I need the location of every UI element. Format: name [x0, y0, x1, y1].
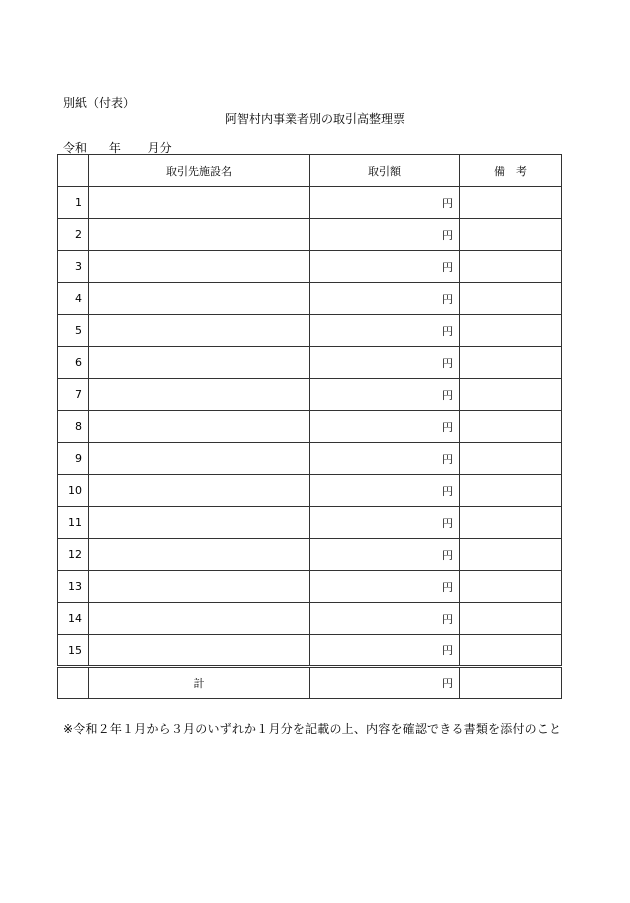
facility-name-cell[interactable] [89, 315, 310, 347]
amount-unit[interactable]: 円 [310, 251, 460, 283]
remarks-cell[interactable] [460, 443, 562, 475]
total-label: 計 [89, 667, 310, 699]
row-number: 15 [58, 635, 89, 667]
amount-unit[interactable]: 円 [310, 475, 460, 507]
amount-unit[interactable]: 円 [310, 507, 460, 539]
table-row [58, 219, 562, 251]
row-number: 6 [58, 347, 89, 379]
row-number: 9 [58, 443, 89, 475]
table-row [58, 411, 562, 443]
table-row [58, 443, 562, 475]
facility-name-cell[interactable] [89, 219, 310, 251]
facility-name-cell[interactable] [89, 187, 310, 219]
table-row [58, 635, 562, 667]
header-amount: 取引額 [310, 155, 460, 187]
era-label: 令和 [63, 141, 88, 155]
total-amount-unit: 円 [310, 667, 460, 699]
row-number: 5 [58, 315, 89, 347]
year-label: 年 [108, 141, 121, 155]
table-row [58, 251, 562, 283]
table-header-row [58, 155, 562, 187]
amount-unit[interactable]: 円 [310, 315, 460, 347]
amount-unit[interactable]: 円 [310, 379, 460, 411]
row-number: 14 [58, 603, 89, 635]
remarks-cell[interactable] [460, 315, 562, 347]
facility-name-cell[interactable] [89, 347, 310, 379]
remarks-cell[interactable] [460, 603, 562, 635]
row-number: 7 [58, 379, 89, 411]
table-row [58, 315, 562, 347]
row-number: 11 [58, 507, 89, 539]
amount-unit[interactable]: 円 [310, 443, 460, 475]
table-row [58, 507, 562, 539]
appendix-label: 別紙（付表） [63, 96, 136, 110]
row-number: 8 [58, 411, 89, 443]
header-no [58, 155, 89, 187]
remarks-cell[interactable] [460, 283, 562, 315]
table-row [58, 603, 562, 635]
amount-unit[interactable]: 円 [310, 539, 460, 571]
facility-name-cell[interactable] [89, 379, 310, 411]
facility-name-cell[interactable] [89, 603, 310, 635]
transaction-table [57, 154, 562, 699]
table-row [58, 379, 562, 411]
facility-name-cell[interactable] [89, 443, 310, 475]
facility-name-cell[interactable] [89, 507, 310, 539]
page-title: 阿智村内事業者別の取引高整理票 [224, 112, 405, 126]
amount-unit[interactable]: 円 [310, 219, 460, 251]
row-number: 1 [58, 187, 89, 219]
remarks-cell[interactable] [460, 539, 562, 571]
row-number: 10 [58, 475, 89, 507]
facility-name-cell[interactable] [89, 251, 310, 283]
total-remarks-cell [460, 667, 562, 699]
facility-name-cell[interactable] [89, 635, 310, 667]
table-row [58, 539, 562, 571]
month-label: 月分 [147, 141, 172, 155]
remarks-cell[interactable] [460, 219, 562, 251]
header-remarks: 備 考 [460, 155, 562, 187]
total-blank-cell [58, 667, 89, 699]
remarks-cell[interactable] [460, 507, 562, 539]
remarks-cell[interactable] [460, 411, 562, 443]
amount-unit[interactable]: 円 [310, 411, 460, 443]
amount-unit[interactable]: 円 [310, 187, 460, 219]
total-row [58, 667, 562, 699]
facility-name-cell[interactable] [89, 475, 310, 507]
table-row [58, 571, 562, 603]
table-row [58, 283, 562, 315]
remarks-cell[interactable] [460, 635, 562, 667]
amount-unit[interactable]: 円 [310, 283, 460, 315]
amount-unit[interactable]: 円 [310, 635, 460, 667]
row-number: 3 [58, 251, 89, 283]
remarks-cell[interactable] [460, 475, 562, 507]
row-number: 13 [58, 571, 89, 603]
table-row [58, 475, 562, 507]
row-number: 2 [58, 219, 89, 251]
remarks-cell[interactable] [460, 187, 562, 219]
header-facility: 取引先施設名 [89, 155, 310, 187]
facility-name-cell[interactable] [89, 571, 310, 603]
facility-name-cell[interactable] [89, 411, 310, 443]
remarks-cell[interactable] [460, 251, 562, 283]
remarks-cell[interactable] [460, 379, 562, 411]
amount-unit[interactable]: 円 [310, 603, 460, 635]
facility-name-cell[interactable] [89, 283, 310, 315]
row-number: 4 [58, 283, 89, 315]
amount-unit[interactable]: 円 [310, 347, 460, 379]
table-row [58, 187, 562, 219]
table-row [58, 347, 562, 379]
remarks-cell[interactable] [460, 347, 562, 379]
row-number: 12 [58, 539, 89, 571]
footnote: ※令和２年１月から３月のいずれか１月分を記載の上、内容を確認できる書類を添付のこと [63, 722, 562, 736]
amount-unit[interactable]: 円 [310, 571, 460, 603]
remarks-cell[interactable] [460, 571, 562, 603]
facility-name-cell[interactable] [89, 539, 310, 571]
